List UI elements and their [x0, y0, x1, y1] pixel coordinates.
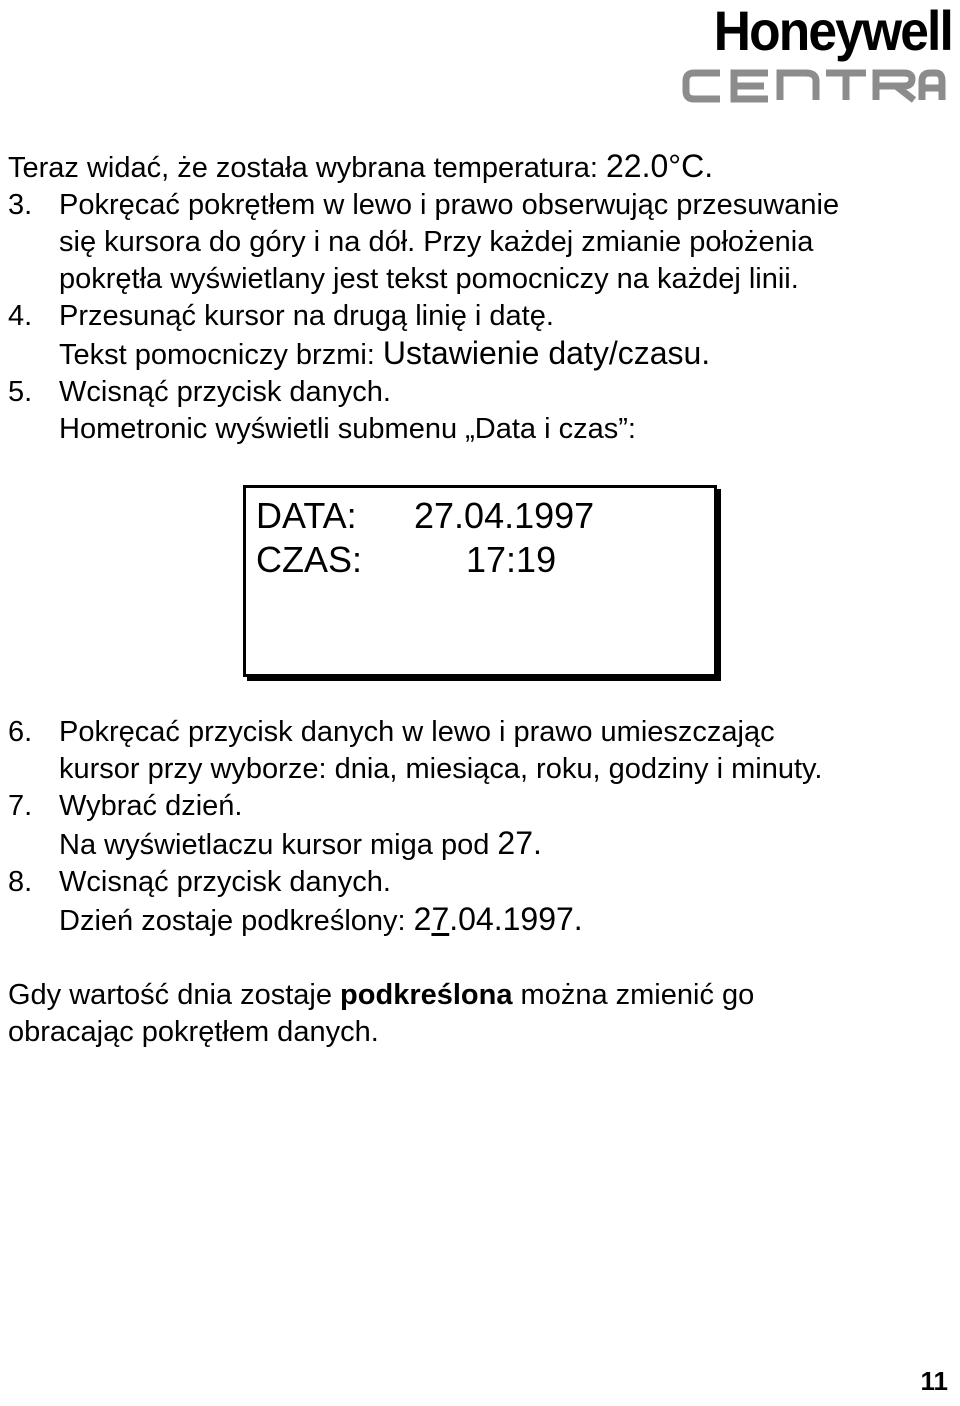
step-text: Tekst pomocniczy brzmi: — [59, 339, 383, 371]
step-text: Pokręcać pokrętłem w lewo i prawo obserwując przesuwanie — [59, 189, 840, 221]
step-6-line-2 — [8, 751, 952, 788]
lcd-date-label: DATA: — [256, 495, 357, 536]
step-7 — [8, 788, 952, 825]
step-8-line-2 — [8, 901, 952, 940]
closing-text: obracając pokrętłem danych. — [8, 1016, 379, 1048]
step-3-line-2 — [8, 224, 952, 261]
help-text-value: Ustawienie daty/czasu. — [382, 335, 711, 371]
intro-temperature: 22.0°C. — [606, 148, 714, 184]
step-number: 5. — [8, 376, 33, 408]
manual-text-continued — [8, 714, 952, 1051]
step-text: się kursora do góry i na dół. Przy każdej zmianie położenia — [59, 226, 814, 258]
step-text: Dzień zostaje podkreślony: — [59, 905, 414, 937]
closing-paragraph — [8, 977, 952, 1014]
step-number: 6. — [8, 716, 33, 748]
page-number: 11 — [920, 1366, 948, 1396]
lcd-date-row — [256, 494, 594, 538]
manual-text — [8, 148, 952, 448]
lcd-time-value: 17:19 — [466, 539, 557, 580]
step-text: Hometronic wyświetli submenu „Data i czas”: — [59, 413, 636, 445]
step-6 — [8, 714, 952, 751]
step-7-line-2 — [8, 825, 952, 864]
step-number: 8. — [8, 866, 33, 898]
day-value: 27. — [497, 825, 542, 861]
step-text: kursor przy wyborze: dnia, miesiąca, roku, godziny i minuty. — [59, 753, 823, 785]
date-rest: .04.1997. — [449, 901, 583, 937]
step-4-line-2 — [8, 335, 952, 374]
step-text: pokrętła wyświetlany jest tekst pomocniczy na każdej linii. — [59, 263, 799, 295]
lcd-date-value: 27.04.1997 — [414, 495, 595, 536]
day-digit: 2 — [413, 901, 432, 937]
closing-line-2 — [8, 1014, 952, 1051]
honeywell-logo — [682, 2, 952, 60]
lcd-display — [243, 485, 717, 677]
step-text: Na wyświetlaczu kursor miga pod — [59, 829, 498, 861]
lcd-time-row — [256, 538, 556, 582]
step-3 — [8, 187, 952, 224]
lcd-time-label: CZAS: — [256, 539, 363, 580]
step-5-line-2 — [8, 411, 952, 448]
step-text: Wybrać dzień. — [59, 790, 243, 822]
step-8 — [8, 864, 952, 901]
step-number: 4. — [8, 300, 33, 332]
closing-text: można zmienić go — [512, 979, 755, 1011]
step-text: Pokręcać przycisk danych w lewo i prawo umieszczając — [59, 716, 775, 748]
closing-text: Gdy wartość dnia zostaje — [8, 979, 341, 1011]
centra-wordmark-icon — [680, 68, 946, 104]
intro-text: Teraz widać, że została wybrana temperatura: — [8, 152, 606, 184]
intro-line — [8, 148, 952, 187]
closing-bold: podkreślona — [340, 979, 513, 1011]
step-text: Wcisnąć przycisk danych. — [59, 866, 391, 898]
step-3-line-3 — [8, 261, 952, 298]
step-number: 3. — [8, 189, 33, 221]
step-5 — [8, 374, 952, 411]
step-number: 7. — [8, 790, 33, 822]
brand-wordmark: Honeywell — [713, 0, 952, 62]
step-4 — [8, 298, 952, 335]
step-text: Przesunąć kursor na drugą linię i datę. — [59, 300, 554, 332]
underlined-day-digit: 7 — [431, 901, 450, 937]
step-text: Wcisnąć przycisk danych. — [59, 376, 391, 408]
